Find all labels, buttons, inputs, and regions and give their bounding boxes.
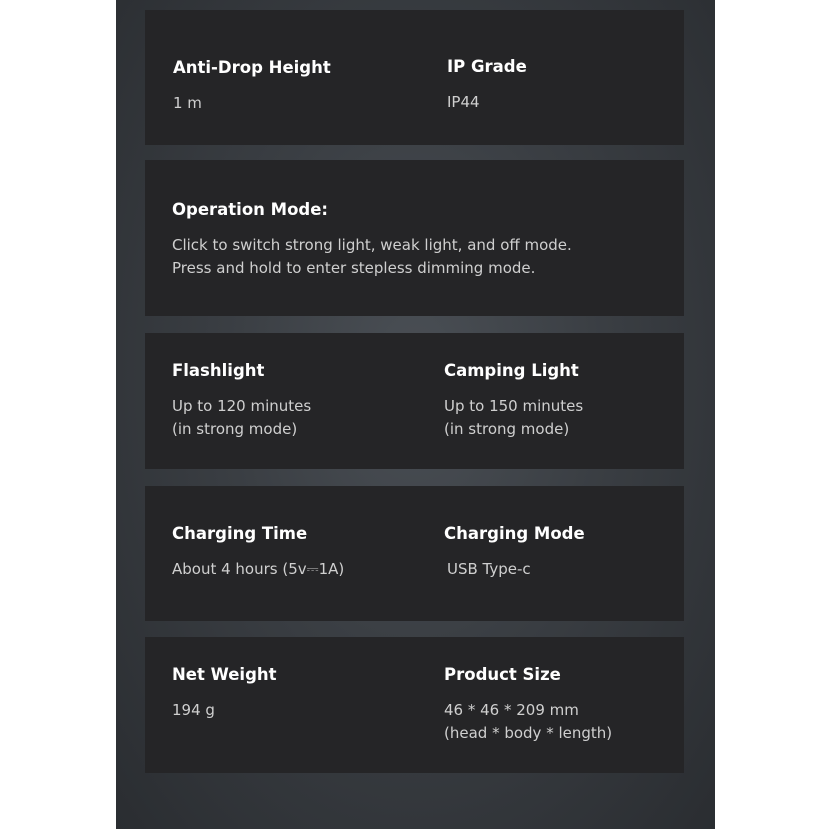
spec-value-line: (in strong mode) [444,420,570,438]
spec-value-line: (in strong mode) [172,420,298,438]
camping-light-spec [444,361,583,441]
spec-value-line: IP44 [447,93,480,111]
anti-drop-height-spec [173,58,331,115]
flashlight-spec [172,361,311,441]
spec-value-line: USB Type-c [447,560,531,578]
ip-grade-spec [447,57,527,114]
spec-value-line: 1 m [173,94,202,112]
spec-value [172,699,277,722]
charging-mode-spec [444,524,585,581]
spec-title: Anti-Drop Height [173,58,331,77]
spec-title: Flashlight [172,361,265,380]
spec-value [172,558,344,581]
spec-value-line: Press and hold to enter stepless dimming mode. [172,259,536,277]
spec-value-line: 194 g [172,701,215,719]
spec-value [172,395,311,441]
spec-value-line: About 4 hours (5v⎓1A) [172,560,345,578]
spec-card-drop-ip [145,10,684,145]
spec-card-charging [145,486,684,621]
spec-title: Camping Light [444,361,579,380]
spec-value [444,395,583,441]
spec-value [173,92,331,115]
product-size-spec [444,665,612,745]
spec-title: Operation Mode: [172,200,329,219]
spec-value-line: (head * body * length) [444,724,613,742]
charging-time-spec [172,524,344,581]
spec-value [444,699,612,745]
spec-title: Product Size [444,665,561,684]
spec-title: Charging Time [172,524,308,543]
spec-title: IP Grade [447,57,527,76]
spec-title: Net Weight [172,665,277,684]
spec-card-runtime [145,333,684,469]
operation-mode-spec [172,200,572,280]
spec-value [172,234,572,280]
spec-value [444,558,585,581]
spec-value [447,91,527,114]
spec-title: Charging Mode [444,524,585,543]
spec-value-line: Click to switch strong light, weak light, and off mode. [172,236,572,254]
net-weight-spec [172,665,277,722]
spec-card-operation-mode [145,160,684,316]
spec-value-line: Up to 150 minutes [444,397,584,415]
spec-value-line: Up to 120 minutes [172,397,312,415]
spec-card-weight-size [145,637,684,773]
spec-value-line: 46 * 46 * 209 mm [444,701,579,719]
